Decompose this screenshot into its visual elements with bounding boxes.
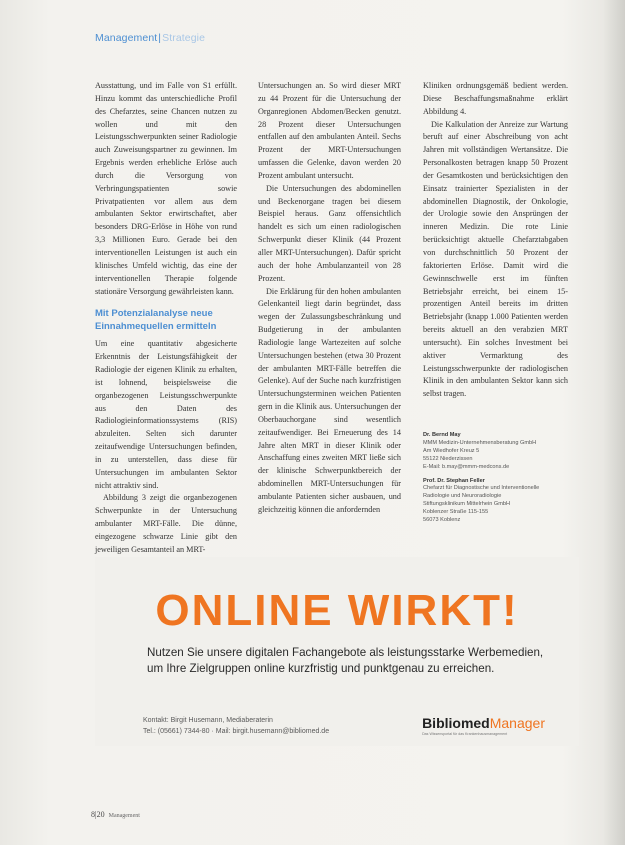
- ad-contact-person: Kontakt: Birgit Husemann, Mediaberaterin: [143, 717, 273, 724]
- section-label: Management: [95, 32, 158, 44]
- author-line: Am Wiedhofer Kreuz 5: [423, 447, 480, 454]
- article-column-2: [258, 80, 401, 517]
- author-name: Prof. Dr. Stephan Feller: [423, 477, 485, 484]
- author-email[interactable]: E-Mail: b.may@mmm-medcons.de: [423, 463, 510, 470]
- article-column-1: [95, 80, 237, 557]
- author-line: Stiftungsklinikum Mittelrhein GmbH: [423, 501, 511, 508]
- article-paragraph: Untersuchungen an. So wird dieser MRT zu 44 Prozent für die Untersuchung der Organregionen Abdomen/Becken genutzt. 28 Prozent dieser Untersuchungen entfallen auf den ambulanten Anteil. Sechs Prozent der MRT-Untersuchungen umfassen die Gelenke, davon werden 20 Prozent ambulant untersucht.: [258, 81, 401, 180]
- logo-part-1: Bibliomed: [422, 715, 490, 731]
- subsection-label: Strategie: [162, 32, 206, 44]
- article-subheading: Mit Potenzialanalyse neue Einnahmequellen ermitteln: [95, 308, 217, 333]
- author-line: Koblenzer Straße 115-155: [423, 509, 489, 516]
- author-info: [423, 432, 573, 531]
- article-paragraph: Die Untersuchungen des abdominellen und Beckenorgane tragen bei diesem Beispiel heraus. Ganz offensichtlich handelt es sich um einen radiologischen Schwerpunkt dieser Klinik (44 Prozent aller MRT-Untersuchungen). Dafür spricht auch der hohe Ambulanzanteil von 28 Prozent.: [258, 183, 401, 283]
- author-line: 55122 Niederzissen: [423, 455, 473, 462]
- ad-subline-1: Nutzen Sie unsere digitalen Fachangebote als leistungsstarke Werbemedien,: [147, 646, 544, 659]
- author-block: [423, 478, 573, 525]
- publication-name: Management: [108, 813, 140, 819]
- author-name: Dr. Bernd May: [423, 432, 461, 438]
- section-header: [95, 32, 205, 44]
- author-line: Radiologie und Neuroradiologie: [423, 493, 502, 500]
- logo-wordmark: [422, 715, 545, 731]
- article-paragraph: Um eine quantitativ abgesicherte Erkenntnis der Leistungsfähigkeit der Radiologie der eigenen Klinik zu erhalten, ist lohnend, beispielsweise die organbezogenen Leistungsschwerpunkte aus den Daten des Radiologieinformationssystems (RIS) abzuleiten. Selten sich darunter zeitaufwendige Untersuchungen befinden, in zu unterstellen, dass diese für Untersuchungen im ambulanten Sektor nicht attraktiv sind.: [95, 339, 237, 490]
- article-paragraph: Die Kalkulation der Anreize zur Wartung beruft auf einer Abschreibung von acht Jahren mit vollständigen Wertansätze. Die Personalkosten betragen knapp 50 Prozent der Gesamtkosten und berücksichtigen den Einsatz trainierter Spezialisten in der abdominellen Diagnostik, der Onkologie, der Urologie sowie den Ansprüngen der inneren Medizin. Die rote Linie berücksichtigt aktuelle Chefarztabgaben von durchschnittlich 50 Prozent der faktorierten Erlöse. Damit wird die Gewinnschwelle erst im fünften Betriebsjahr erreicht, bei einem 15-prozentigen Anteil bereits im dritten Betriebsjahr (knapp 1.000 Patienten werden bereits aktuell an den verabzien MRT untersucht). Ein solches Investment bei aktiver Vermarktung des Leistungsschwerpunkte der radiologischen Klinik in den ambulanten Sektor kann sich selbst tragen.: [423, 119, 568, 399]
- page-footer: [91, 810, 140, 819]
- ad-subline-2: um Ihre Zielgruppen online kurzfristig und punktgenau zu erreichen.: [147, 662, 495, 675]
- ad-contact: [143, 716, 329, 737]
- article-paragraph: Abbildung 3 zeigt die organbezogenen Schwerpunkte in der Untersuchung ambulanter MRT-Fälle. Die dünne, eingezogene schwarze Linie gibt den jeweiligen Gesamtanteil an MRT-: [95, 493, 237, 554]
- ad-contact-details[interactable]: Tel.: (05661) 7344-80 · Mail: birgit.husemann@bibliomed.de: [143, 727, 330, 735]
- author-line: 56073 Koblenz: [423, 517, 461, 524]
- ad-headline: ONLINE WIRKT!: [155, 586, 519, 635]
- article-paragraph: Die Erklärung für den hohen ambulanten Gelenkanteil liegt darin begründet, dass wegen der Zulassungsbeschränkung und Budgetierung in der ambulanten Radiologie lange Wartezeiten auf solche Untersuchungen bestehen (etwa 30 Prozent der ambulanten MRT-Fälle betreffen die Gelenke). Auf der Suche nach kurzfristigen Untersuchungsterminen weichen Patienten gern in die Klinik aus. Untersuchungen der Oberbauchorgane sind wesentlich zeitaufwendiger. Bei Erneuerung des 14 Jahre alten MRT in dieser Klinik oder Anschaffung eines zweiten MRT ließe sich der klinische Schwerpunktbereich der abdominellen MRT-Untersuchungen für ambulante Patienten sicher ausbauen, und gleichzeitig können die anfordernden: [258, 286, 401, 514]
- author-line: MMM Medizin-Unternehmensberatung GmbH: [423, 439, 537, 446]
- article-column-3: [423, 80, 568, 401]
- advertisement: [95, 557, 579, 746]
- page-number: 8|20: [91, 810, 105, 819]
- ad-subline: [147, 645, 559, 677]
- author-line: Chefarzt für Diagnostische und Interventionelle: [423, 485, 540, 492]
- logo-part-2: Manager: [489, 715, 545, 731]
- section-separator: |: [158, 32, 162, 44]
- author-block: [423, 432, 573, 472]
- article-paragraph: Ausstattung, und im Falle von S1 erfüllt. Hinzu kommt das unterschiedliche Profil des Chefarztes, seine Chancen nutzen zu wollen und mit den Leistungsschwerpunkten seiner Radiologie auch Zuweisungspartner zu gewinnen. Im Ergebnis werden erhebliche Erlöse auch durch die Versorgung von Verbringungspatienten sowie Privatpatienten vor allem aus dem ambulanten Sektor erwirtschaftet, aber besonders DRG-Erlöse in Höhe von rund 3,3 Millionen Euro. Gerade bei den interventionellen Leistungen ist auch ein klinisches Umfeld wichtig, das eine der interventionellen Therapie folgende stationäre Versorgung gewährleisten kann.: [95, 81, 237, 296]
- article-paragraph: Kliniken ordnungsgemäß bedient werden. Diese Beschaffungsmaßnahme erklärt Abbildung 4.: [423, 81, 568, 116]
- bibliomed-manager-logo: [422, 715, 545, 736]
- page-edge-shadow: [603, 0, 625, 845]
- logo-tagline: Das Wissensportal für das Krankenhausmanagement: [422, 732, 508, 736]
